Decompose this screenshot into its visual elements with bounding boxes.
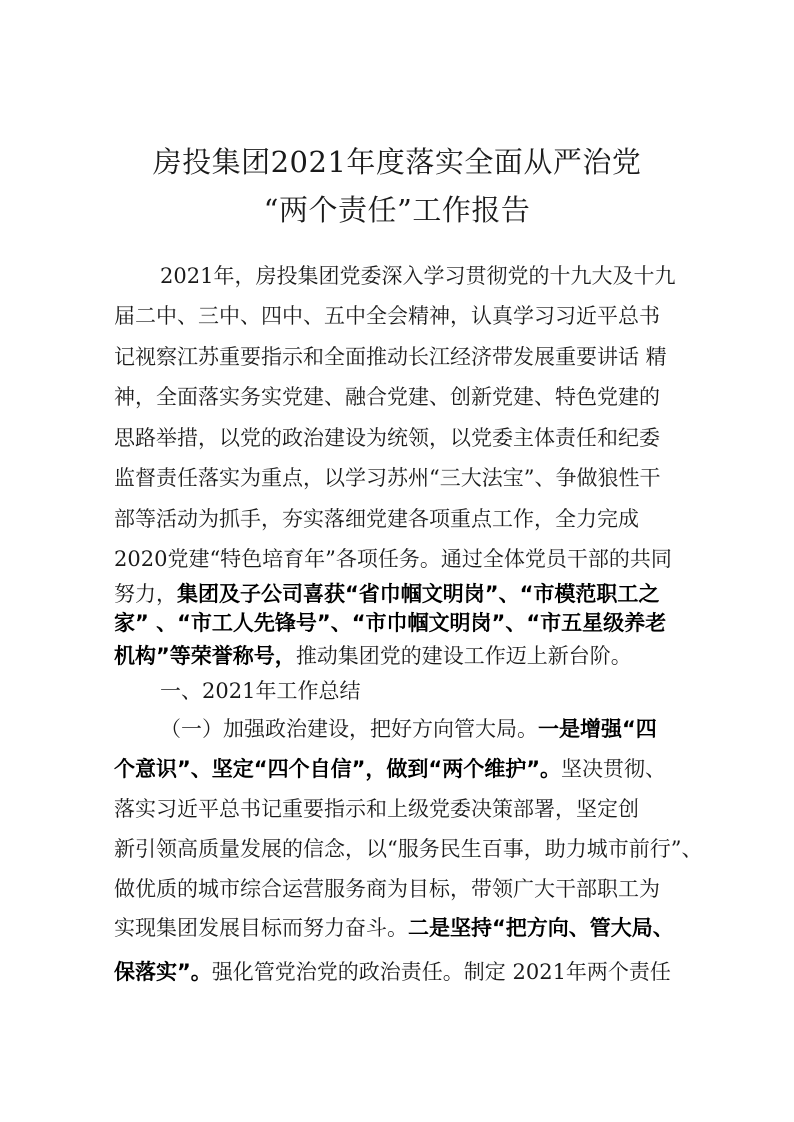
document-title-line-1: 房投集团2021年度落实全面从严治党 bbox=[152, 145, 642, 179]
paragraph-line: 做优质的城市综合运营服务商为目标，带领广大干部职工为 bbox=[114, 877, 660, 901]
paragraph-text: 努力， bbox=[114, 582, 177, 606]
document-title-line-2: “两个责任”工作报告 bbox=[263, 193, 531, 227]
bold-text: 机构”等荣誉称号， bbox=[114, 644, 296, 668]
paragraph-line bbox=[114, 580, 694, 608]
paragraph-line: 记视察江苏重要指示和全面推动长江经济带发展重要讲话 精 bbox=[114, 345, 667, 369]
bold-text: 一是增强“四 bbox=[538, 717, 657, 741]
paragraph-line: 神，全面落实务实党建、融合党建、创新党建、特色党建的 bbox=[114, 385, 660, 409]
paragraph-text: （一）加强政治建设，把好方向管大局。 bbox=[160, 717, 538, 741]
paragraph-line: 届二中、三中、四中、五中全会精神，认真学习习近平总书 bbox=[114, 304, 660, 328]
bold-text: 二是坚持“把方向、管大局、 bbox=[408, 916, 674, 940]
paragraph-line: 新引领高质量发展的信念，以“服务民生百事，助力城市前行”、 bbox=[114, 837, 703, 861]
paragraph-line bbox=[160, 715, 740, 743]
paragraph-line bbox=[114, 642, 694, 670]
paragraph-text: 坚决贯彻、 bbox=[561, 757, 667, 781]
paragraph-line: 思路举措，以党的政治建设为统领，以党委主体责任和纪委 bbox=[114, 426, 660, 450]
paragraph-text: 推动集团党的建设工作迈上新台阶。 bbox=[295, 644, 632, 668]
paragraph-line: 2021年，房投集团党委深入学习贯彻党的十九大及十九 bbox=[160, 264, 676, 288]
section-heading: 一、2021年工作总结 bbox=[160, 679, 361, 703]
bold-text: 集团及子公司喜获“省巾帼文明岗”、“市模范职工之 bbox=[177, 582, 660, 606]
paragraph-line: 落实习近平总书记重要指示和上级党委决策部署，坚定创 bbox=[114, 797, 639, 821]
paragraph-line: 部等活动为抓手，夯实落细党建各项重点工作，全力完成 bbox=[114, 507, 639, 531]
paragraph-text: 实现集团发展目标而努力奋斗。 bbox=[114, 916, 408, 940]
paragraph-line: 2020党建“特色培育年”各项任务。通过全体党员干部的共同 bbox=[114, 547, 672, 571]
bold-line: 家” 、“市工人先锋号”、“市巾帼文明岗”、“市五星级养老 bbox=[114, 611, 667, 635]
paragraph-line bbox=[114, 914, 694, 942]
paragraph-line bbox=[114, 755, 694, 783]
bold-text: 个意识”、坚定“四个自信”，做到“两个维护”。 bbox=[114, 757, 562, 781]
paragraph-line bbox=[114, 958, 694, 986]
paragraph-text: 强化管党治党的政治责任。制定 2021年两个责任 bbox=[211, 960, 671, 984]
paragraph-line: 监督责任落实为重点，以学习苏州“三大法宝”、争做狼性干 bbox=[114, 466, 661, 490]
bold-text: 保落实”。 bbox=[114, 960, 212, 984]
